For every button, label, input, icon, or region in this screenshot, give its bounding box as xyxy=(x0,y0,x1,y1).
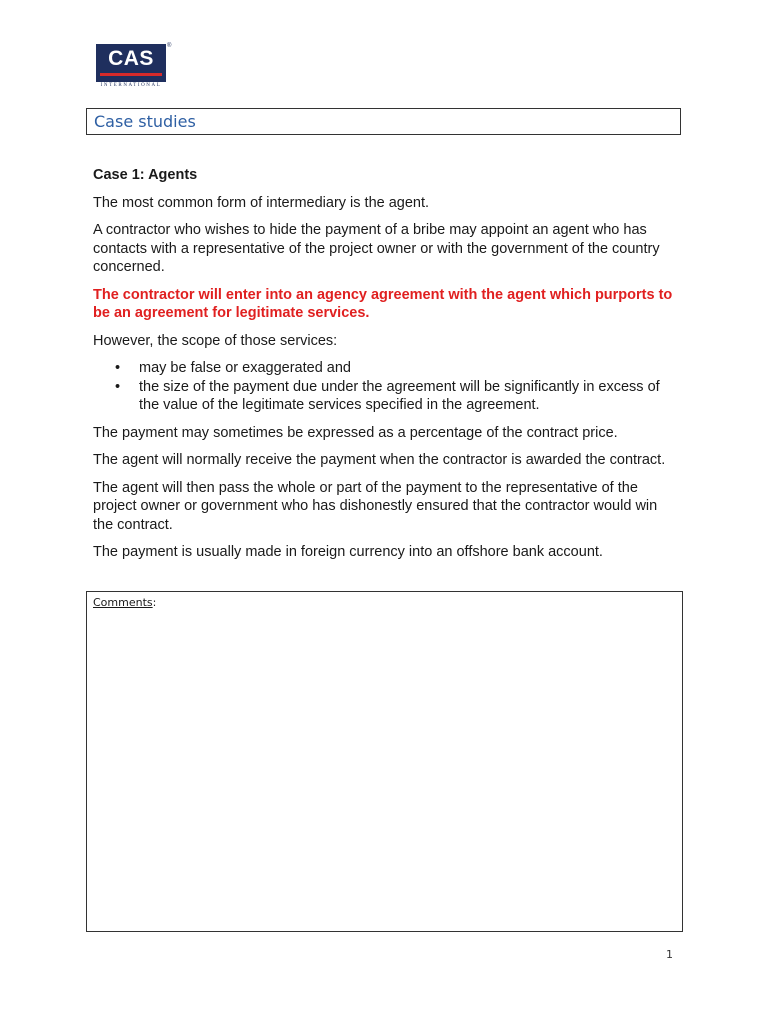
logo-box xyxy=(96,44,166,82)
list-item xyxy=(93,359,678,378)
list-item-text: the size of the payment due under the agreement will be significantly in excess of the value of the legitimate services specified in the agreement. xyxy=(139,378,660,413)
bullet-icon: • xyxy=(115,360,121,376)
section-title: Case studies xyxy=(94,112,196,131)
paragraph-receive: The agent will normally receive the payment when the contractor is awarded the contract. xyxy=(93,452,666,468)
paragraph-pass: The agent will then pass the whole or part of the payment to the representative of the project owner or government who has dishonestly ensured that the contractor would win the contract. xyxy=(93,479,658,533)
page-number: 1 xyxy=(666,948,673,961)
bullet-icon: • xyxy=(115,378,121,395)
comments-label-text: Comments xyxy=(93,596,153,609)
case-content xyxy=(93,166,678,571)
scope-bullet-list xyxy=(93,359,678,415)
logo-text: CAS xyxy=(108,47,154,70)
comments-box[interactable] xyxy=(86,591,683,932)
highlighted-statement: The contractor will enter into an agency agreement with the agent which purports to be an agreement for legitimate services. xyxy=(93,286,673,321)
logo-red-bar xyxy=(100,73,162,76)
list-item-text: may be false or exaggerated and xyxy=(139,360,351,376)
comments-label-colon: : xyxy=(152,596,157,609)
paragraph-percentage: The payment may sometimes be expressed as a percentage of the contract price. xyxy=(93,424,618,441)
comments-label xyxy=(93,596,156,609)
logo-subtitle: INTERNATIONAL xyxy=(100,83,162,88)
paragraph-scope: However, the scope of those services: xyxy=(93,332,338,349)
section-title-box xyxy=(86,108,681,135)
list-item xyxy=(93,378,678,415)
paragraph-intermediary: The most common form of intermediary is the agent. xyxy=(93,194,430,211)
case-heading: Case 1: Agents xyxy=(93,167,198,183)
cas-logo xyxy=(96,44,176,90)
registered-mark: ® xyxy=(167,43,172,49)
paragraph-offshore: The payment is usually made in foreign currency into an offshore bank account. xyxy=(93,544,603,560)
paragraph-contractor: A contractor who wishes to hide the payment of a bribe may appoint an agent who has contacts with a representative of the project owner or with the government of the country concerned. xyxy=(93,222,660,275)
